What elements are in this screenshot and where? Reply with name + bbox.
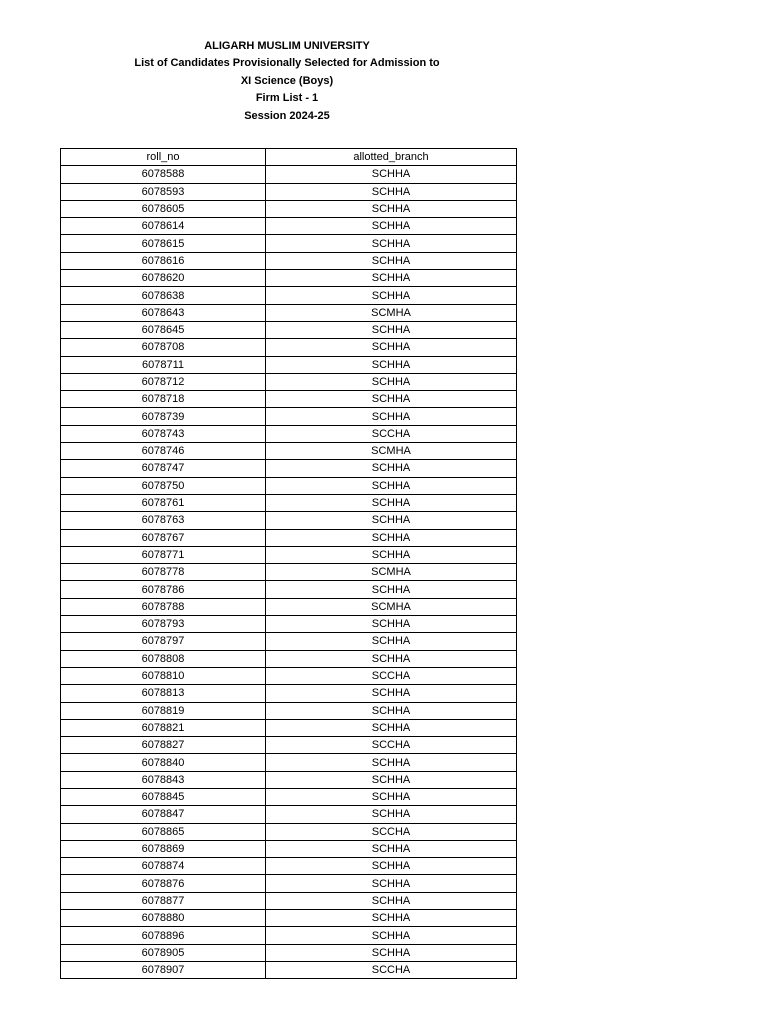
table-row [61,944,517,961]
roll-no-cell: 6078905 [61,944,266,961]
roll-no-cell: 6078876 [61,875,266,892]
allotted-branch-cell: SCHHA [266,840,517,857]
roll-no-cell: 6078746 [61,443,266,460]
document-header [0,38,574,125]
roll-no-cell: 6078819 [61,702,266,719]
allotted-branch-cell: SCHHA [266,771,517,788]
allotted-branch-cell: SCHHA [266,460,517,477]
table-row [61,321,517,338]
table-row [61,494,517,511]
allotted-branch-cell: SCHHA [266,512,517,529]
table-row [61,477,517,494]
roll-no-cell: 6078614 [61,218,266,235]
table-row [61,581,517,598]
table-row [61,546,517,563]
table-row [61,270,517,287]
allotted-branch-cell: SCHHA [266,616,517,633]
roll-no-cell: 6078808 [61,650,266,667]
table-row [61,391,517,408]
allotted-branch-cell: SCMHA [266,564,517,581]
allotted-branch-cell: SCHHA [266,875,517,892]
table-row [61,633,517,650]
roll-no-cell: 6078605 [61,200,266,217]
allotted-branch-cell: SCHHA [266,356,517,373]
roll-no-cell: 6078750 [61,477,266,494]
table-row [61,512,517,529]
allotted-branch-cell: SCHHA [266,477,517,494]
candidates-table [60,148,517,979]
table-row [61,443,517,460]
table-row [61,287,517,304]
allotted-branch-cell: SCHHA [266,287,517,304]
table-row [61,927,517,944]
allotted-branch-cell: SCHHA [266,408,517,425]
roll-no-cell: 6078616 [61,252,266,269]
allotted-branch-cell: SCHHA [266,339,517,356]
allotted-branch-cell: SCHHA [266,927,517,944]
allotted-branch-cell: SCCHA [266,425,517,442]
table-row [61,218,517,235]
table-row [61,702,517,719]
allotted-branch-cell: SCMHA [266,598,517,615]
allotted-branch-cell: SCMHA [266,443,517,460]
allotted-branch-cell: SCHHA [266,494,517,511]
table-row [61,823,517,840]
roll-no-cell: 6078712 [61,373,266,390]
table-row [61,754,517,771]
allotted-branch-cell: SCHHA [266,218,517,235]
column-header-allotted-branch: allotted_branch [266,149,517,166]
table-row [61,425,517,442]
roll-no-cell: 6078847 [61,806,266,823]
table-row [61,235,517,252]
list-number: Firm List - 1 [255,92,319,105]
allotted-branch-cell: SCHHA [266,719,517,736]
allotted-branch-cell: SCHHA [266,391,517,408]
table-row [61,737,517,754]
roll-no-cell: 6078810 [61,667,266,684]
roll-no-cell: 6078840 [61,754,266,771]
allotted-branch-cell: SCHHA [266,685,517,702]
roll-no-cell: 6078643 [61,304,266,321]
allotted-branch-cell: SCHHA [266,650,517,667]
table-row [61,529,517,546]
allotted-branch-cell: SCHHA [266,858,517,875]
roll-no-cell: 6078767 [61,529,266,546]
roll-no-cell: 6078718 [61,391,266,408]
allotted-branch-cell: SCHHA [266,581,517,598]
table-row [61,460,517,477]
table-row [61,840,517,857]
table-row [61,598,517,615]
table-row [61,719,517,736]
roll-no-cell: 6078813 [61,685,266,702]
allotted-branch-cell: SCHHA [266,633,517,650]
roll-no-cell: 6078588 [61,166,266,183]
roll-no-cell: 6078827 [61,737,266,754]
allotted-branch-cell: SCHHA [266,788,517,805]
allotted-branch-cell: SCHHA [266,235,517,252]
roll-no-cell: 6078865 [61,823,266,840]
table-row [61,771,517,788]
table-row [61,166,517,183]
table-row [61,183,517,200]
allotted-branch-cell: SCHHA [266,166,517,183]
table-row [61,875,517,892]
roll-no-cell: 6078593 [61,183,266,200]
roll-no-cell: 6078907 [61,961,266,978]
table-row [61,200,517,217]
roll-no-cell: 6078739 [61,408,266,425]
allotted-branch-cell: SCHHA [266,200,517,217]
roll-no-cell: 6078638 [61,287,266,304]
roll-no-cell: 6078645 [61,321,266,338]
allotted-branch-cell: SCHHA [266,373,517,390]
session-label: Session 2024-25 [244,109,330,122]
table-row [61,650,517,667]
table-row [61,685,517,702]
roll-no-cell: 6078615 [61,235,266,252]
table-row [61,806,517,823]
table-row [61,356,517,373]
allotted-branch-cell: SCMHA [266,304,517,321]
table-row [61,339,517,356]
roll-no-cell: 6078843 [61,771,266,788]
allotted-branch-cell: SCHHA [266,270,517,287]
table-body [61,166,517,979]
table-row [61,408,517,425]
roll-no-cell: 6078763 [61,512,266,529]
table-row [61,373,517,390]
university-name: ALIGARH MUSLIM UNIVERSITY [204,40,370,52]
roll-no-cell: 6078786 [61,581,266,598]
roll-no-cell: 6078845 [61,788,266,805]
allotted-branch-cell: SCCHA [266,961,517,978]
roll-no-cell: 6078771 [61,546,266,563]
allotted-branch-cell: SCHHA [266,183,517,200]
table-row [61,304,517,321]
roll-no-cell: 6078869 [61,840,266,857]
allotted-branch-cell: SCHHA [266,892,517,909]
allotted-branch-cell: SCHHA [266,252,517,269]
roll-no-cell: 6078743 [61,425,266,442]
allotted-branch-cell: SCHHA [266,754,517,771]
table-header-row [61,149,517,166]
roll-no-cell: 6078778 [61,564,266,581]
table-row [61,564,517,581]
table-row [61,616,517,633]
table-row [61,788,517,805]
allotted-branch-cell: SCHHA [266,702,517,719]
column-header-roll-no: roll_no [61,149,266,166]
allotted-branch-cell: SCHHA [266,806,517,823]
roll-no-cell: 6078896 [61,927,266,944]
list-description: List of Candidates Provisionally Selected for Admission to [134,57,440,70]
roll-no-cell: 6078793 [61,616,266,633]
roll-no-cell: 6078821 [61,719,266,736]
course-name: XI Science (Boys) [240,74,334,87]
allotted-branch-cell: SCCHA [266,823,517,840]
roll-no-cell: 6078708 [61,339,266,356]
table-row [61,961,517,978]
roll-no-cell: 6078761 [61,494,266,511]
roll-no-cell: 6078797 [61,633,266,650]
roll-no-cell: 6078620 [61,270,266,287]
allotted-branch-cell: SCHHA [266,910,517,927]
allotted-branch-cell: SCHHA [266,944,517,961]
roll-no-cell: 6078874 [61,858,266,875]
table-row [61,892,517,909]
allotted-branch-cell: SCCHA [266,667,517,684]
roll-no-cell: 6078877 [61,892,266,909]
roll-no-cell: 6078880 [61,910,266,927]
allotted-branch-cell: SCHHA [266,546,517,563]
table-row [61,910,517,927]
allotted-branch-cell: SCCHA [266,737,517,754]
roll-no-cell: 6078747 [61,460,266,477]
table-row [61,252,517,269]
roll-no-cell: 6078788 [61,598,266,615]
allotted-branch-cell: SCHHA [266,529,517,546]
roll-no-cell: 6078711 [61,356,266,373]
allotted-branch-cell: SCHHA [266,321,517,338]
table-row [61,858,517,875]
table-row [61,667,517,684]
